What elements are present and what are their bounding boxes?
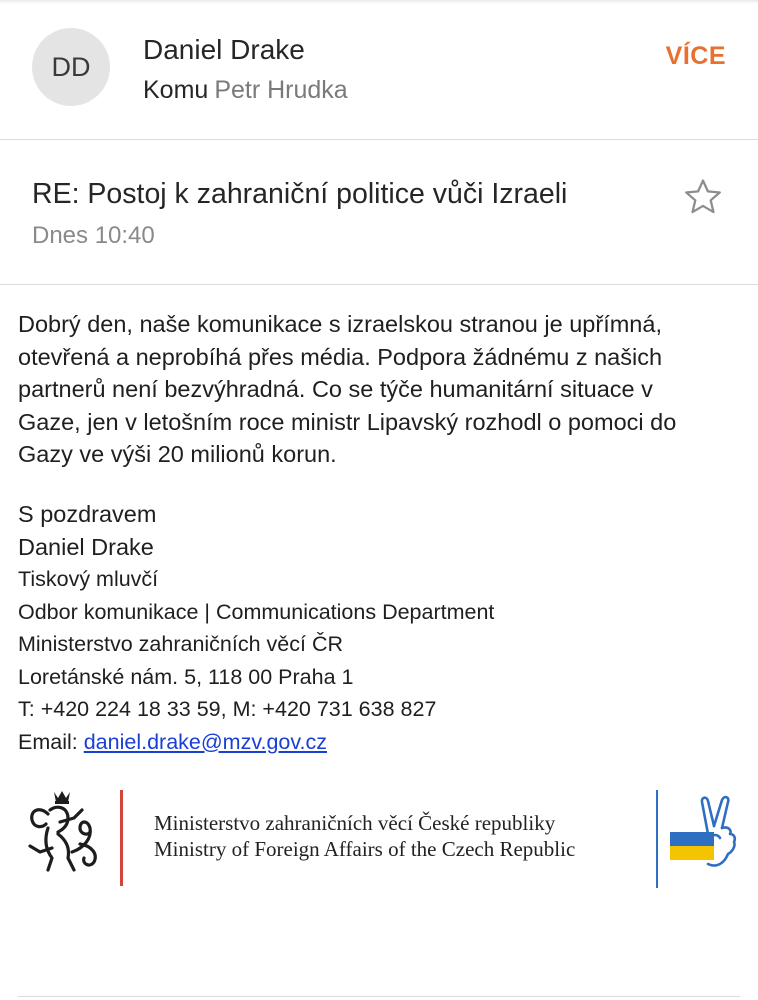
ministry-name-cz: Ministerstvo zahraničních věcí České republiky	[154, 811, 556, 835]
avatar[interactable]: DD	[32, 28, 110, 106]
body-line: otevřená a neprobíhá přes média. Podpora žádnému z našich	[18, 343, 663, 370]
message-body	[18, 308, 738, 471]
recipient-name[interactable]: Petr Hrudka	[214, 76, 348, 104]
recipient-line	[143, 76, 348, 105]
star-icon[interactable]	[682, 176, 724, 218]
more-button[interactable]: VÍCE	[665, 42, 726, 70]
body-line: Dobrý den, naše komunikace s izraelskou stranou je upřímná,	[18, 311, 662, 337]
subject: RE: Postoj k zahraniční politice vůči Izraeli	[32, 178, 568, 210]
sender-name[interactable]: Daniel Drake	[143, 34, 305, 65]
signature-name: Daniel Drake	[18, 533, 154, 560]
signature-email-row	[18, 726, 738, 759]
czech-lion-emblem-icon	[18, 788, 104, 876]
blue-divider	[656, 790, 658, 888]
message-header	[0, 0, 758, 140]
signature-ministry: Ministerstvo zahraničních věcí ČR	[18, 632, 343, 656]
bottom-divider	[18, 996, 740, 997]
red-divider	[120, 790, 123, 886]
signature-address: Loretánské nám. 5, 118 00 Praha 1	[18, 664, 354, 689]
body-line: Gaze, jen v letošním roce ministr Lipavský rozhodl o pomoci do	[18, 408, 677, 435]
ministry-logo-banner	[18, 786, 748, 896]
body-line: Gazy ve výši 20 milionů korun.	[18, 441, 337, 467]
ministry-name	[154, 810, 575, 862]
signature-greeting: S pozdravem	[18, 501, 157, 527]
received-date: Dnes 10:40	[32, 222, 155, 249]
signature-phones: T: +420 224 18 33 59, M: +420 731 638 827	[18, 697, 437, 721]
to-label: Komu	[143, 76, 209, 104]
email-label: Email:	[18, 729, 84, 754]
ministry-name-en: Ministry of Foreign Affairs of the Czech Republic	[154, 837, 576, 861]
body-line: partnerů není bezvýhradná. Co se týče humanitární situace v	[18, 376, 653, 402]
ukraine-peace-hand-icon	[668, 794, 740, 874]
email-link[interactable]: daniel.drake@mzv.gov.cz	[83, 729, 328, 754]
signature	[18, 498, 738, 758]
signature-title: Tiskový mluvčí	[18, 567, 159, 591]
signature-department: Odbor komunikace | Communications Department	[18, 599, 495, 624]
subject-area	[0, 140, 758, 285]
